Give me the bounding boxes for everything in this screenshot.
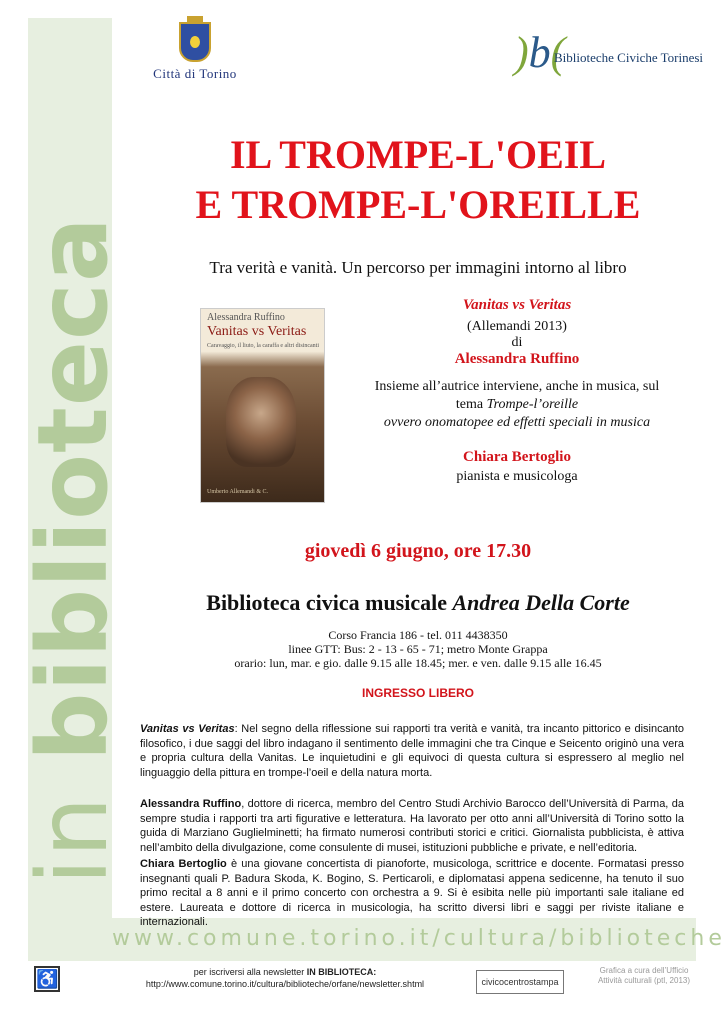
book-cover-image — [200, 308, 325, 503]
hours-line: orario: lun, mar. e gio. dalle 9.15 alle 18.45; mer. e ven. dalle 9.15 alle 16.45 — [234, 656, 602, 670]
publisher: (Allemandi 2013) — [467, 319, 567, 334]
free-entry-notice: INGRESSO LIBERO — [361, 686, 474, 700]
city-logo — [135, 22, 255, 82]
vertical-brand — [17, 18, 129, 918]
intro-line-1: Insieme all’autrice interviene, anche in musica, sul — [374, 379, 660, 394]
city-name: Città di Torino — [153, 66, 237, 81]
venue-address — [112, 628, 724, 670]
author-bio: Alessandra Ruffino, dottore di ricerca, membro del Centro Studi Archivio Barocco dell’Università di Parma, da sempre studia i rapporti tra arti figurative e letteratura. Ha lavorato per otto anni all’Università di Torino sotto la guida di Marziano Guglielminetti; ha firmato numerosi contributi storici e critici. Giornalista pubblicista, è attiva nell’ambito della divulgazione, come consulente di musei, istituzioni pubbliche e private, e nell’editoria. — [140, 798, 684, 854]
library-logo-icon: )b( — [514, 28, 566, 77]
crest-icon — [179, 22, 211, 62]
book-description: Vanitas vs Veritas: Nel segno della riflessione sui rapporti tra verità e vanità, tra incanto pittorico e disincanto filosofico, i due saggi del libro indagano il sentimento delle immagini che tra Cinque e Seicento originò una vera e propria cultura della Vanitas. Le inquietudini e gli equivoci di questa cultura si espressero al meglio nel linguaggio della pittura en trompe-l’oeil e della natura morta. — [140, 723, 684, 779]
vertical-brand-light: in — [17, 795, 129, 885]
print-center-logo: civicocentrostampa — [476, 970, 564, 994]
design-credits: Grafica a cura dell’Ufficio Attività culturali (ptl, 2013) — [597, 966, 691, 985]
library-logo — [514, 28, 704, 88]
vertical-brand-bold: biblioteca — [17, 216, 129, 762]
newsletter-info: per iscriversi alla newsletter IN BIBLIOTECA: http://www.comune.torino.it/cultura/biblioteche/orfane/newsletter.shtml — [100, 966, 470, 990]
guest-bio: Chiara Bertoglio è una giovane concertista di pianoforte, musicologa, scrittrice e docente. Formatasi presso insegnanti quali P. Badura Skoda, K. Bogino, S. Perticaroli, e diplomatasi appena sedicenne, ha tenuto il suo primo recital a 8 anni e il primo concerto con orchestra a 9. Si è esibita nelle più importanti sale italiane ed estere. Laureata e dottore di ricerca in musicologia, ha scritto diversi libri e saggi per riviste italiane e internazionali. — [140, 858, 684, 929]
transport-line: linee GTT: Bus: 2 - 13 - 65 - 71; metro Monte Grappa — [288, 642, 548, 656]
event-title — [112, 130, 724, 230]
event-subtitle: Tra verità e vanità. Un percorso per immagini intorno al libro — [209, 258, 627, 277]
library-brand: Biblioteche Civiche Torinesi — [554, 50, 704, 65]
author-name: Alessandra Ruffino — [454, 351, 580, 367]
venue-name: Biblioteca civica musicale Andrea Della Corte — [206, 590, 630, 615]
book-cover-publisher: Umberto Allemandi & C. — [207, 489, 268, 495]
book-cover-author: Alessandra Ruffino — [207, 312, 285, 323]
guest-role: pianista e musicologa — [456, 469, 578, 484]
wheelchair-icon: ♿ — [34, 966, 60, 992]
website-url[interactable]: www.comune.torino.it/cultura/biblioteche — [112, 926, 726, 951]
book-cover-title: Vanitas vs Veritas — [207, 324, 307, 339]
event-date: giovedì 6 giugno, ore 17.30 — [304, 540, 532, 562]
by-label: di — [511, 335, 523, 350]
intro-line-2: tema Trompe-l’oreille — [455, 397, 579, 412]
book-cover-subtitle: Caravaggio, il liuto, la caraffa e altri disincanti — [207, 343, 320, 349]
title-line-1: IL TROMPE-L'OEIL — [229, 132, 606, 177]
newsletter-url[interactable]: http://www.comune.torino.it/cultura/biblioteche/orfane/newsletter.shtml — [145, 979, 425, 989]
guest-name: Chiara Bertoglio — [463, 449, 571, 465]
title-line-2: E TROMPE-L'OREILLE — [195, 182, 641, 227]
painting-figure — [226, 377, 296, 467]
book-title: Vanitas vs Veritas — [462, 297, 572, 313]
intro-line-3: ovvero onomatopee ed effetti speciali in musica — [383, 415, 651, 430]
address-line: Corso Francia 186 - tel. 011 4438350 — [328, 628, 508, 642]
